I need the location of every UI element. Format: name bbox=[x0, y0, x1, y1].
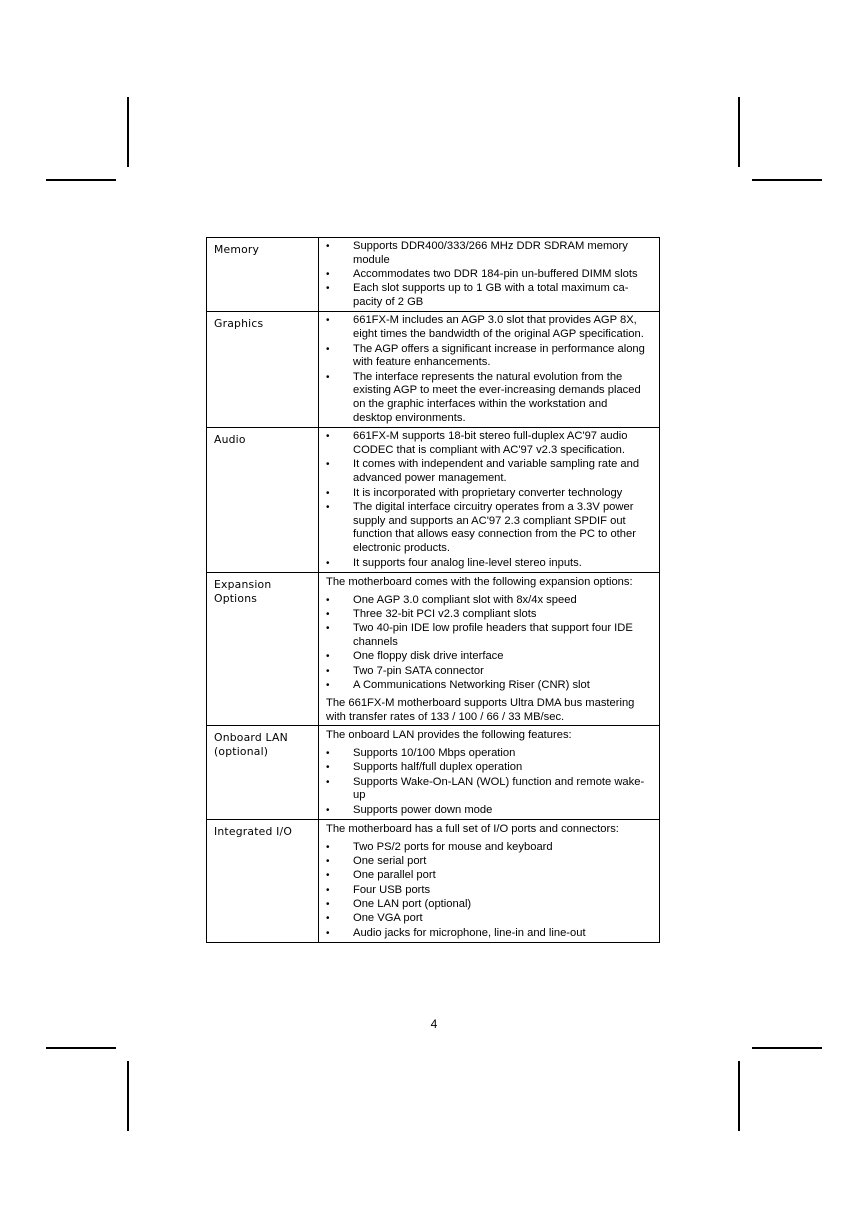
spec-bullet-item: • One parallel port bbox=[326, 869, 649, 883]
crop-mark-bottom-left-vertical bbox=[127, 1061, 129, 1131]
spec-bullet-item: • It is incorporated with proprietary converter technology bbox=[326, 487, 649, 501]
spec-content bbox=[319, 312, 660, 428]
crop-mark-bottom-right-vertical bbox=[738, 1061, 740, 1131]
spec-bullet-item: • One LAN port (optional) bbox=[326, 898, 649, 912]
crop-mark-bottom-right-horizontal bbox=[752, 1047, 822, 1049]
spec-bullet-item: • Four USB ports bbox=[326, 884, 649, 898]
spec-label: Expansion Options bbox=[207, 572, 319, 725]
spec-content bbox=[319, 572, 660, 725]
spec-label: Memory bbox=[207, 238, 319, 312]
spec-row bbox=[207, 428, 660, 572]
spec-bullet-item: • One VGA port bbox=[326, 912, 649, 926]
specification-table-body bbox=[207, 238, 660, 943]
spec-bullet-item: • Accommodates two DDR 184-pin un-buffered DIMM slots bbox=[326, 268, 649, 282]
crop-mark-top-right-horizontal bbox=[752, 179, 822, 181]
spec-bullet-list bbox=[326, 747, 649, 817]
spec-bullet-item: • Two 7-pin SATA connector bbox=[326, 665, 649, 679]
spec-bullet-item: • One AGP 3.0 compliant slot with 8x/4x speed bbox=[326, 594, 649, 608]
spec-row bbox=[207, 312, 660, 428]
spec-bullet-item: • It supports four analog line-level stereo inputs. bbox=[326, 557, 649, 571]
spec-row bbox=[207, 820, 660, 943]
spec-bullet-item: • A Communications Networking Riser (CNR) slot bbox=[326, 679, 649, 693]
spec-bullet-list bbox=[326, 314, 649, 425]
spec-bullet-item: • Supports DDR400/333/266 MHz DDR SDRAM memory module bbox=[326, 240, 649, 268]
spec-bullet-item: • Three 32-bit PCI v2.3 compliant slots bbox=[326, 608, 649, 622]
spec-label: Integrated I/O bbox=[207, 820, 319, 943]
spec-row bbox=[207, 572, 660, 725]
spec-bullet-item: • One serial port bbox=[326, 855, 649, 869]
spec-bullet-item: • Supports power down mode bbox=[326, 804, 649, 818]
spec-bullet-item: • Two 40-pin IDE low profile headers that support four IDE channels bbox=[326, 622, 649, 650]
spec-intro-text: The motherboard comes with the following expansion options: bbox=[326, 575, 633, 588]
spec-content bbox=[319, 820, 660, 943]
spec-content bbox=[319, 428, 660, 572]
spec-bullet-item: • Two PS/2 ports for mouse and keyboard bbox=[326, 841, 649, 855]
spec-bullet-item: • The AGP offers a significant increase in performance along with feature enhancements. bbox=[326, 343, 649, 371]
spec-bullet-list bbox=[326, 240, 649, 310]
spec-content bbox=[319, 238, 660, 312]
spec-row bbox=[207, 726, 660, 820]
spec-bullet-list bbox=[326, 430, 649, 570]
spec-intro-text: The motherboard has a full set of I/O ports and connectors: bbox=[326, 823, 619, 836]
crop-mark-top-left-vertical bbox=[127, 97, 129, 167]
spec-bullet-item: • 661FX-M supports 18-bit stereo full-duplex AC'97 audio CODEC that is compliant with AC'97 v2.3 specification. bbox=[326, 430, 649, 458]
spec-bullet-item: • Supports Wake-On-LAN (WOL) function and remote wake-up bbox=[326, 776, 649, 804]
specification-table bbox=[206, 237, 660, 943]
spec-bullet-item: • The interface represents the natural evolution from the existing AGP to meet the ever-increasing demands placed on the graphic interfaces within the workstation and desktop environments. bbox=[326, 371, 649, 426]
spec-bullet-list bbox=[326, 594, 649, 693]
crop-mark-top-right-vertical bbox=[738, 97, 740, 167]
spec-label: Onboard LAN (optional) bbox=[207, 726, 319, 820]
spec-content bbox=[319, 726, 660, 820]
spec-bullet-item: • Audio jacks for microphone, line-in and line-out bbox=[326, 927, 649, 941]
page-number: 4 bbox=[430, 1017, 438, 1031]
spec-row bbox=[207, 238, 660, 312]
spec-bullet-item: • 661FX-M includes an AGP 3.0 slot that provides AGP 8X, eight times the bandwidth of the original AGP specification. bbox=[326, 314, 649, 342]
spec-bullet-item: • Supports half/full duplex operation bbox=[326, 761, 649, 775]
spec-label: Graphics bbox=[207, 312, 319, 428]
spec-bullet-item: • Each slot supports up to 1 GB with a total maximum ca-pacity of 2 GB bbox=[326, 282, 649, 310]
crop-mark-bottom-left-horizontal bbox=[46, 1047, 116, 1049]
spec-label: Audio bbox=[207, 428, 319, 572]
spec-bullet-item: • It comes with independent and variable sampling rate and advanced power management. bbox=[326, 458, 649, 486]
spec-outro-text: The 661FX-M motherboard supports Ultra DMA bus mastering with transfer rates of 133 / 100 / 66 / 33 MB/sec. bbox=[326, 696, 635, 723]
spec-bullet-list bbox=[326, 841, 649, 941]
crop-mark-top-left-horizontal bbox=[46, 179, 116, 181]
spec-bullet-item: • Supports 10/100 Mbps operation bbox=[326, 747, 649, 761]
spec-bullet-item: • One floppy disk drive interface bbox=[326, 650, 649, 664]
spec-intro-text: The onboard LAN provides the following features: bbox=[326, 729, 572, 742]
spec-bullet-item: • The digital interface circuitry operates from a 3.3V power supply and supports an AC'97 2.3 compliant SPDIF out function that allows easy connection from the PC to other electronic products. bbox=[326, 501, 649, 556]
